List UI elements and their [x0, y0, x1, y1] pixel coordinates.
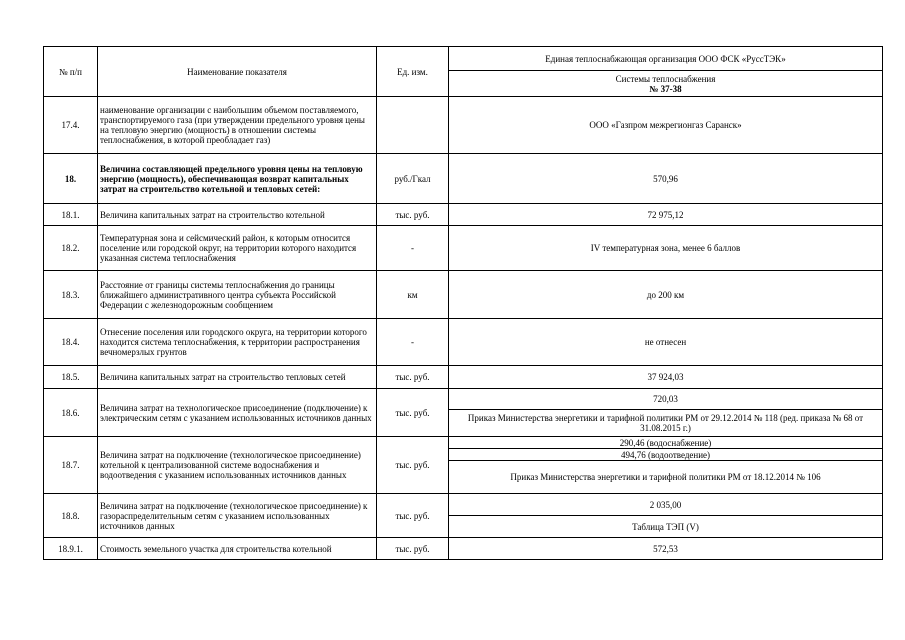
table-row	[44, 494, 883, 516]
table-row	[44, 271, 883, 319]
header-col-unit: Ед. изм.	[377, 47, 449, 97]
row-unit: руб./Гкал	[377, 154, 449, 204]
row-value-sewer: 494,76 (водоотведение)	[449, 449, 883, 461]
table-row	[44, 226, 883, 271]
row-num: 18.9.1.	[44, 538, 98, 560]
table-row	[44, 204, 883, 226]
row-num: 18.2.	[44, 226, 98, 271]
row-name: Величина составляющей предельного уровня цены на тепловую энергию (мощность), обеспечивающая возврат капитальных затрат на строительство котельной и тепловых сетей:	[98, 154, 377, 204]
row-value: не отнесен	[449, 319, 883, 366]
row-unit: тыс. руб.	[377, 366, 449, 389]
header-systems-num: № 37-38	[649, 83, 682, 94]
row-name: Величина затрат на подключение (технологическое присоединение) к газораспределительным сетям с указанием использованных источников данных	[98, 494, 377, 538]
row-value: до 200 км	[449, 271, 883, 319]
row-num: 18.4.	[44, 319, 98, 366]
table-row	[44, 319, 883, 366]
row-value: 720,03	[449, 389, 883, 410]
row-name: Расстояние от границы системы теплоснабжения до границы ближайшего административного центра субъекта Российской Федерации с железнодорожным сообщением	[98, 271, 377, 319]
header-col-num: № п/п	[44, 47, 98, 97]
row-unit: -	[377, 226, 449, 271]
row-num: 18.6.	[44, 389, 98, 437]
row-name: Температурная зона и сейсмический район, к которым относится поселение или городской округ, на территории которого находится указанная система теплоснабжения	[98, 226, 377, 271]
table-row	[44, 389, 883, 410]
row-name: Величина затрат на подключение (технологическое присоединение) котельной к централизованной системе водоснабжения и водоотведения с указанием использованных источников данных	[98, 437, 377, 494]
header-systems-label: Системы теплоснабжения	[615, 73, 716, 84]
header-systems	[449, 71, 883, 97]
header-col-name: Наименование показателя	[98, 47, 377, 97]
row-value: 37 924,03	[449, 366, 883, 389]
table-row	[44, 97, 883, 154]
row-unit: тыс. руб.	[377, 437, 449, 494]
row-unit: тыс. руб.	[377, 389, 449, 437]
row-name: Величина капитальных затрат на строительство котельной	[98, 204, 377, 226]
row-unit: тыс. руб.	[377, 204, 449, 226]
row-value: 2 035,00	[449, 494, 883, 516]
row-source: Таблица ТЭП (V)	[449, 516, 883, 538]
row-num: 18.3.	[44, 271, 98, 319]
row-name: Отнесение поселения или городского округа, на территории которого находится система теплоснабжения, к территории распространения вечномерзлых грунтов	[98, 319, 377, 366]
table-row	[44, 538, 883, 560]
row-unit: тыс. руб.	[377, 494, 449, 538]
row-num: 18.7.	[44, 437, 98, 494]
row-num: 18.5.	[44, 366, 98, 389]
header-row	[44, 47, 883, 71]
row-unit: км	[377, 271, 449, 319]
row-unit	[377, 97, 449, 154]
row-source: Приказ Министерства энергетики и тарифной политики РМ от 29.12.2014 № 118 (ред. приказа № 68 от 31.08.2015 г.)	[449, 410, 883, 437]
row-num: 17.4.	[44, 97, 98, 154]
row-value: 72 975,12	[449, 204, 883, 226]
header-org: Единая теплоснабжающая организация ООО ФСК «РуссТЭК»	[449, 47, 883, 71]
row-value: 570,96	[449, 154, 883, 204]
row-value: 572,53	[449, 538, 883, 560]
row-unit: тыс. руб.	[377, 538, 449, 560]
row-num: 18.8.	[44, 494, 98, 538]
row-value: ООО «Газпром межрегионгаз Саранск»	[449, 97, 883, 154]
row-source: Приказ Министерства энергетики и тарифной политики РМ от 18.12.2014 № 106	[449, 461, 883, 494]
row-name: Величина затрат на технологическое присоединение (подключение) к электрическим сетям с указанием использованных источников данных	[98, 389, 377, 437]
row-value-water: 290,46 (водоснабжение)	[449, 437, 883, 449]
row-unit: -	[377, 319, 449, 366]
row-num: 18.1.	[44, 204, 98, 226]
table-row	[44, 437, 883, 449]
row-name: Величина капитальных затрат на строительство тепловых сетей	[98, 366, 377, 389]
row-name: наименование организации с наибольшим объемом поставляемого, транспортируемого газа (при утверждении предельного уровня цены на тепловую энергию (мощность) в отношении системы теплоснабжения, в которой преобладает газ)	[98, 97, 377, 154]
table-row	[44, 366, 883, 389]
row-value: IV температурная зона, менее 6 баллов	[449, 226, 883, 271]
row-name: Стоимость земельного участка для строительства котельной	[98, 538, 377, 560]
indicators-table	[43, 46, 883, 560]
row-num: 18.	[44, 154, 98, 204]
table-row	[44, 154, 883, 204]
